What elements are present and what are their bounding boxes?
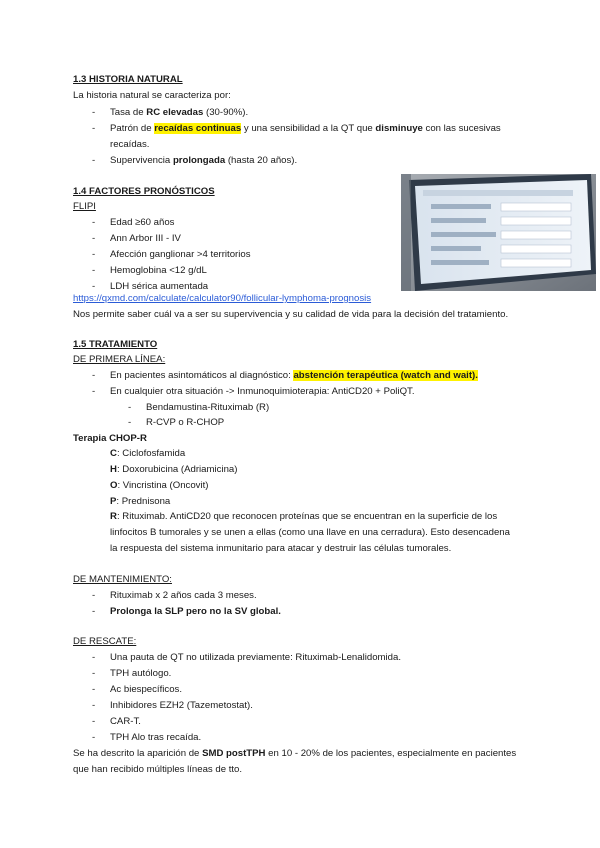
chop-item: P: Prednisona — [110, 496, 171, 507]
list-item: - CAR-T. — [92, 716, 141, 727]
chop-item: O: Vincristina (Oncovit) — [110, 480, 209, 491]
list-item: - Rituximab x 2 años cada 3 meses. — [92, 590, 257, 601]
flipi-calculator-link[interactable]: https://qxmd.com/calculate/calculator90/follicular-lymphoma-prognosis — [73, 293, 372, 304]
list-item-continuation: recaídas. — [110, 139, 150, 150]
section-title-tratamiento: 1.5 TRATAMIENTO — [73, 339, 158, 350]
list-item: - Ann Arbor III - IV — [92, 233, 181, 244]
flipi-subtitle: FLIPI — [73, 201, 96, 212]
list-item: - En pacientes asintomáticos al diagnóstico: abstención terapéutica (watch and wait). — [92, 370, 478, 381]
rituximab-line-3: la respuesta del sistema inmunitario para atacar y destruir las células tumorales. — [110, 543, 452, 554]
chop-item: C: Ciclofosfamida — [110, 448, 186, 459]
screen-photo-graphic — [401, 174, 596, 291]
list-item: - TPH Alo tras recaída. — [92, 732, 202, 743]
list-item: - Supervivencia prolongada (hasta 20 años). — [92, 155, 298, 166]
final-note-line-2: que han recibido múltiples líneas de tto. — [73, 764, 243, 775]
chop-title: Terapia CHOP-R — [73, 433, 147, 444]
list-item: - Patrón de recaídas continuas y una sensibilidad a la QT que disminuye con las sucesivas — [92, 123, 501, 134]
rescue-heading: DE RESCATE: — [73, 636, 137, 647]
section-title-historia-natural: 1.3 HISTORIA NATURAL — [73, 74, 183, 85]
list-item: - Ac biespecíficos. — [92, 684, 182, 695]
list-item: - Afección ganglionar >4 territorios — [92, 249, 251, 260]
list-item: - Una pauta de QT no utilizada previamente: Rituximab-Lenalidomida. — [92, 652, 401, 663]
list-item: - TPH autólogo. — [92, 668, 172, 679]
list-item: - Hemoglobina <12 g/dL — [92, 265, 207, 276]
sub-list-item: - R-CVP o R-CHOP — [128, 417, 225, 428]
calculator-screen-photo — [401, 174, 596, 291]
list-item: - Inhibidores EZH2 (Tazemetostat). — [92, 700, 253, 711]
first-line-heading: DE PRIMERA LÍNEA: — [73, 354, 166, 365]
rituximab-line-1: R: Rituximab. AntiCD20 que reconocen proteínas que se encuentran en la superficie de los — [110, 511, 498, 522]
final-note-line-1: Se ha descrito la aparición de SMD postTPH en 10 - 20% de los pacientes, especialmente en pacientes — [73, 748, 517, 759]
list-item: - Edad ≥60 años — [92, 217, 175, 228]
chop-item: H: Doxorubicina (Adriamicina) — [110, 464, 238, 475]
list-item: - Prolonga la SLP pero no la SV global. — [92, 606, 281, 617]
historia-intro: La historia natural se caracteriza por: — [73, 90, 231, 101]
list-item: - Tasa de RC elevadas (30-90%). — [92, 107, 249, 118]
flipi-note: Nos permite saber cuál va a ser su supervivencia y su calidad de vida para la decisión del tratamiento. — [73, 309, 509, 320]
rituximab-line-2: linfocitos B tumorales y se unen a ellas (como una llave en una cerradura). Esto desencadena — [110, 527, 510, 538]
maintenance-heading: DE MANTENIMIENTO: — [73, 574, 172, 585]
list-item: - LDH sérica aumentada — [92, 281, 209, 292]
sub-list-item: - Bendamustina-Rituximab (R) — [128, 402, 270, 413]
section-title-factores: 1.4 FACTORES PRONÓSTICOS — [73, 186, 215, 197]
list-item: - En cualquier otra situación -> Inmunoquimioterapia: AntiCD20 + PoliQT. — [92, 386, 415, 397]
